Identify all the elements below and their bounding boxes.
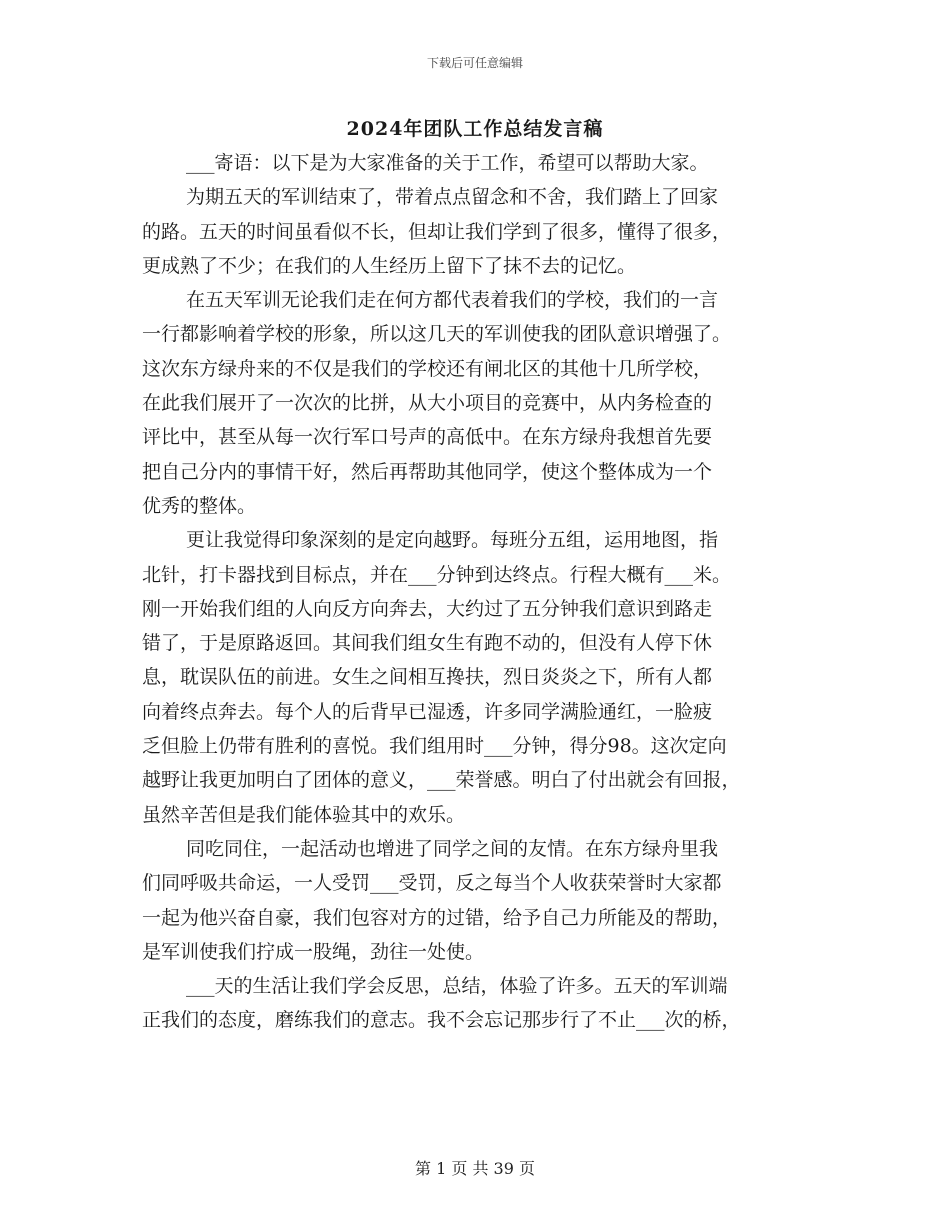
text-line: 息，耽误队伍的前进。女生之间相互搀扶，烈日炎炎之下，所有人都: [142, 666, 713, 689]
text-line: 是军训使我们拧成一股绳，劲往一处使。: [142, 940, 485, 963]
text-line: ___寄语：以下是为大家准备的关于工作，希望可以帮助大家。: [186, 152, 709, 174]
document-title: 2024年团队工作总结发言稿: [346, 118, 604, 140]
text-line: 乏但脸上仍带有胜利的喜悦。我们组用时___分钟，得分98。这次定向: [142, 735, 727, 758]
text-line: 把自己分内的事情干好，然后再帮助其他同学，使这个整体成为一个: [142, 460, 713, 483]
document-body: [142, 146, 814, 1038]
text-line: 越野让我更加明白了团体的意义，___荣誉感。明白了付出就会有回报，: [142, 769, 741, 792]
text-line: 优秀的整体。: [142, 494, 257, 517]
text-line: 们同呼吸共命运，一人受罚___受罚，反之每当个人收获荣誉时大家都: [142, 872, 722, 895]
text-line: 更成熟了不少；在我们的人生经历上留下了抹不去的记忆。: [142, 254, 637, 277]
text-line: 在五天军训无论我们走在何方都代表着我们的学校，我们的一言: [186, 289, 719, 312]
text-line: 一行都影响着学校的形象，所以这几天的军训使我的团队意识增强了。: [142, 323, 732, 346]
text-line: 错了，于是原路返回。其间我们组女生有跑不动的，但没有人停下休: [142, 632, 713, 655]
text-line: 刚一开始我们组的人向反方向奔去，大约过了五分钟我们意识到路走: [142, 597, 713, 620]
text-line: 向着终点奔去。每个人的后背早已湿透，许多同学满脸通红，一脸疲: [142, 700, 713, 723]
page-footer: 第 1 页 共 39 页: [415, 1159, 535, 1178]
text-line: 北针，打卡器找到目标点，并在___分钟到达终点。行程大概有___米。: [142, 563, 732, 586]
text-line: 这次东方绿舟来的不仅是我们的学校还有闸北区的其他十几所学校，: [142, 357, 713, 380]
text-line: 更让我觉得印象深刻的是定向越野。每班分五组，运用地图，指: [186, 529, 719, 552]
text-line: 评比中，甚至从每一次行军口号声的高低中。在东方绿舟我想首先要: [142, 426, 713, 449]
text-line: 的路。五天的时间虽看似不长，但却让我们学到了很多，懂得了很多，: [142, 220, 732, 243]
text-line: 虽然辛苦但是我们能体验其中的欢乐。: [142, 803, 466, 826]
header-note: 下载后可任意编辑: [426, 56, 523, 70]
text-line: 为期五天的军训结束了，带着点点留念和不舍，我们踏上了回家: [186, 186, 719, 209]
text-line: ___天的生活让我们学会反思，总结，体验了许多。五天的军训端: [186, 975, 728, 998]
text-line: 一起为他兴奋自豪，我们包容对方的过错，给予自己力所能及的帮助，: [142, 906, 732, 929]
text-line: 正我们的态度，磨练我们的意志。我不会忘记那步行了不止___次的桥，: [142, 1009, 741, 1032]
text-line: 在此我们展开了一次次的比拼，从大小项目的竞赛中，从内务检查的: [142, 392, 713, 415]
text-line: 同吃同住，一起活动也增进了同学之间的友情。在东方绿舟里我: [186, 837, 719, 860]
